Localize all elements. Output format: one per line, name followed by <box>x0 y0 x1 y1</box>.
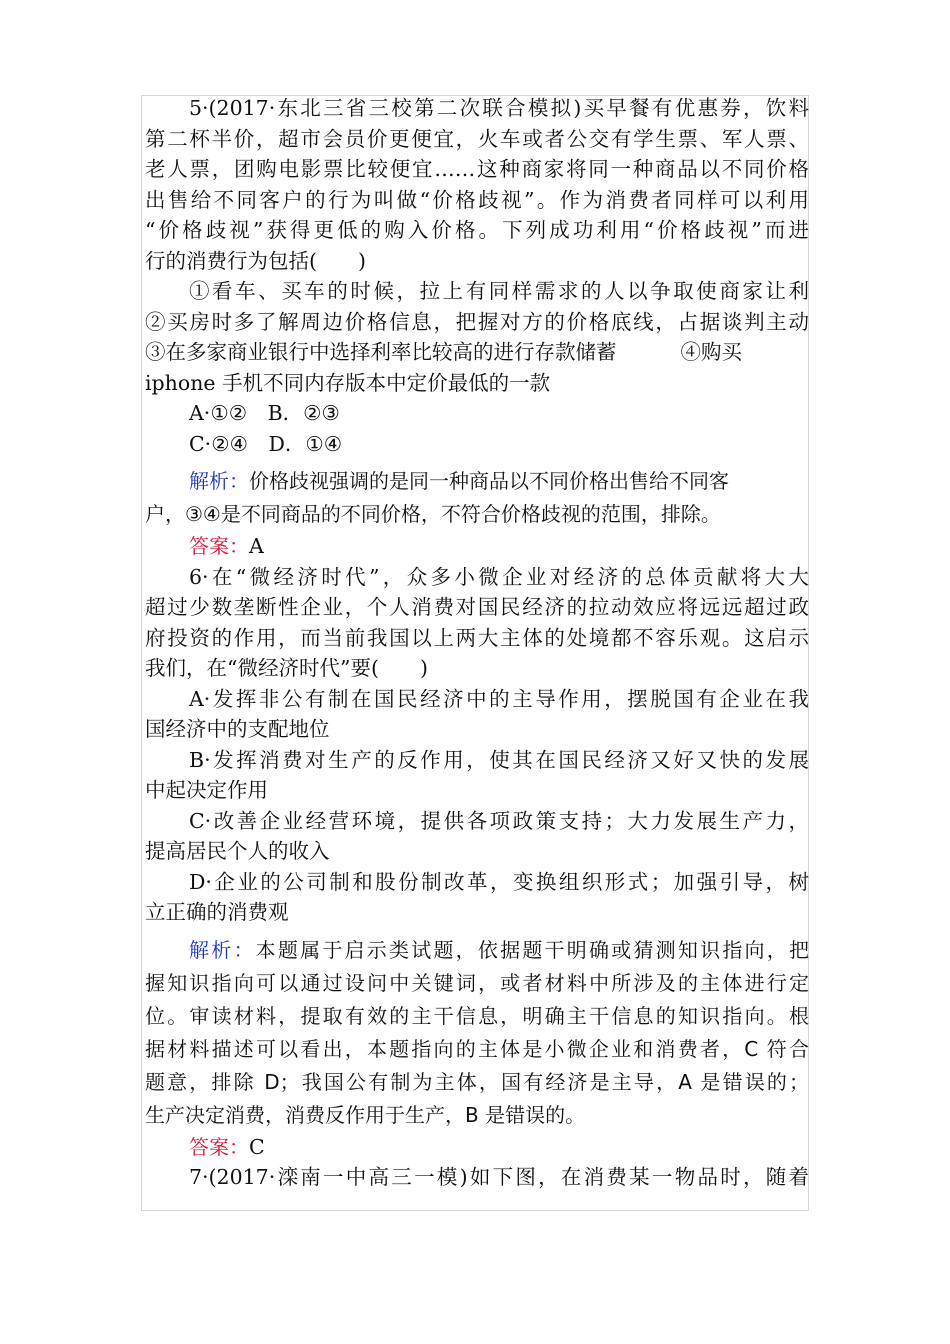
question-7 <box>145 1162 809 1193</box>
question-6-option-d: D·企业的公司制和股份制改革，变换组织形式；加强引导，树 <box>189 869 809 894</box>
question-6-option-c: 提高居民个人的收入 <box>145 839 330 863</box>
question-6-option-d: 立正确的消费观 <box>145 900 289 924</box>
question-6-option-b: B·发挥消费对生产的反作用，使其在国民经济又好又快的发展 <box>189 747 809 772</box>
question-6-analysis-line: 握知识指向可以通过设问中关键词，或者材料中所涉及的主体进行定 <box>145 970 809 995</box>
question-7-text-line: 7·(2017·滦南一中高三一模)如下图，在消费某一物品时，随着 <box>189 1165 809 1189</box>
question-5 <box>145 93 809 562</box>
question-6-answer <box>145 1132 809 1163</box>
question-6-analysis-line: 位。审读材料，提取有效的主干信息，明确主干信息的知识指向。根 <box>145 1003 809 1028</box>
question-5-item: iphone 手机不同内存版本中定价最低的一款 <box>145 370 551 395</box>
question-5-item: ①看车、买车的时候，拉上有同样需求的人以争取使商家让利 <box>189 279 809 303</box>
question-6-text-line: 府投资的作用，而当前我国以上两大主体的处境都不容乐观。这启示 <box>145 625 809 650</box>
question-5-analysis-line: 户，③④是不同商品的不同价格，不符合价格歧视的范围，排除。 <box>145 502 721 526</box>
question-6-text-line: 6·在“微经济时代”，众多小微企业对经济的总体贡献将大大 <box>189 564 809 589</box>
question-6 <box>145 562 809 1163</box>
question-6-option-b: 中起决定作用 <box>145 778 268 802</box>
question-6-analysis-line <box>145 934 809 967</box>
question-6-option-a: A·发挥非公有制在国民经济中的主导作用，摆脱国有企业在我 <box>189 686 809 711</box>
question-5-item: ②买房时多了解周边价格信息，把握对方的价格底线，占据谈判主动 <box>145 309 809 334</box>
answer-value: A <box>249 534 264 558</box>
question-5-text-line: 5·(2017·东北三省三校第二次联合模拟)买早餐有优惠券，饮料 <box>189 96 809 120</box>
answer-label: 答案： <box>189 534 249 558</box>
question-6-text-line: 我们，在“微经济时代”要( ) <box>145 656 428 680</box>
question-6-analysis-line: 题意，排除 D；我国公有制为主体，国有经济是主导，A 是错误的； <box>145 1069 809 1094</box>
question-5-text-line: 老人票，团购电影票比较便宜……这种商家将同一种商品以不同价格 <box>145 157 809 181</box>
question-5-analysis-line <box>145 465 809 498</box>
question-5-options: A·①② B．②③ <box>189 401 340 425</box>
document-body <box>145 93 809 1193</box>
question-5-item-row <box>145 337 809 368</box>
question-5-answer <box>145 531 809 562</box>
question-6-analysis-line: 生产决定消费，消费反作用于生产，B 是错误的。 <box>145 1102 586 1127</box>
question-5-text-line: 行的消费行为包括( ) <box>145 248 366 273</box>
question-5-text-line: “价格歧视”获得更低的购入价格。下列成功利用“价格歧视”而进 <box>145 218 809 242</box>
question-5-text-line: 第二杯半价，超市会员价更便宜，火车或者公交有学生票、军人票、 <box>145 126 809 151</box>
analysis-label: 解析： <box>189 937 256 962</box>
question-6-text-line: 超过少数垄断性企业，个人消费对国民经济的拉动效应将远远超过政 <box>145 595 809 619</box>
question-5-item: ③在多家商业银行中选择利率比较高的进行存款储蓄 <box>145 340 617 364</box>
question-6-option-c: C·改善企业经营环境，提供各项政策支持；大力发展生产力， <box>189 808 809 833</box>
analysis-text: 价格歧视强调的是同一种商品以不同价格出售给不同客 <box>249 469 729 493</box>
question-5-item: ④购买 <box>680 340 742 364</box>
analysis-label: 解析： <box>189 469 249 493</box>
question-6-analysis-line: 据材料描述可以看出，本题指向的主体是小微企业和消费者，C 符合 <box>145 1036 809 1061</box>
question-6-option-a: 国经济中的支配地位 <box>145 717 330 741</box>
answer-value: C <box>249 1134 265 1159</box>
question-5-text-line: 出售给不同客户的行为叫做“价格歧视”。作为消费者同样可以利用 <box>145 187 809 212</box>
analysis-text: 本题属于启示类试题，依据题干明确或猜测知识指向，把 <box>255 937 810 962</box>
question-5-options: C·②④ D．①④ <box>189 431 343 456</box>
answer-label: 答案： <box>189 1134 249 1159</box>
